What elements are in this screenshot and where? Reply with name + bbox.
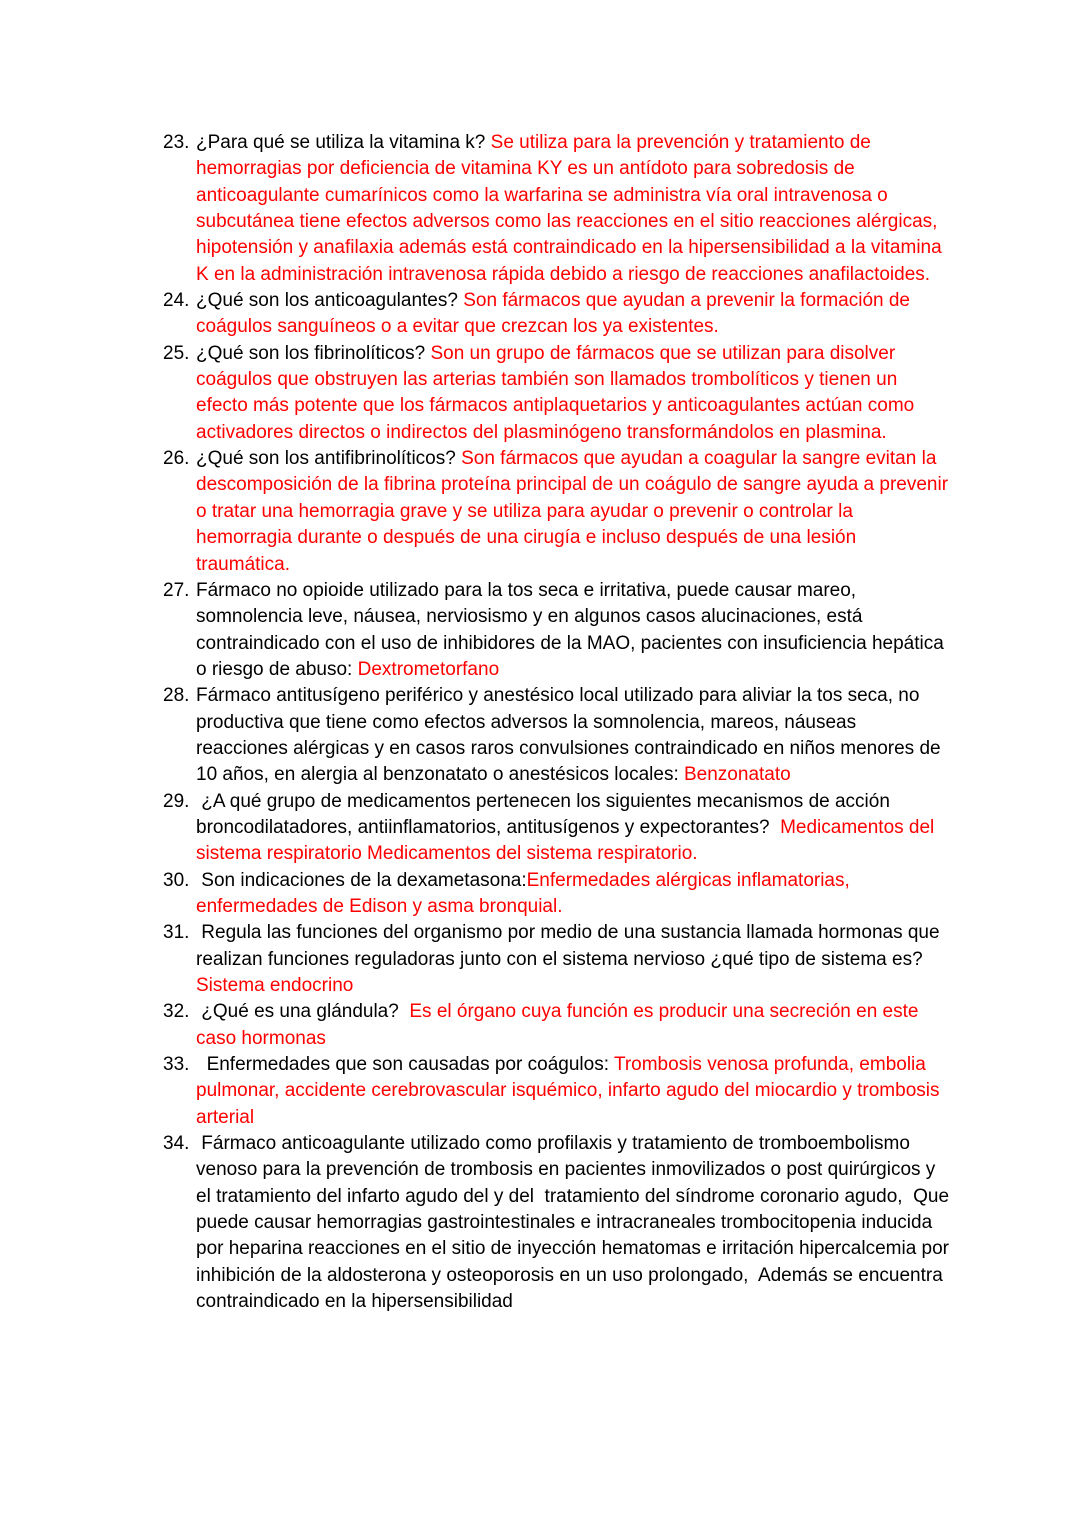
answer-text: Es el órgano cuya función es producir una secreción en este caso hormonas — [196, 1001, 924, 1049]
answer-text: Son un grupo de fármacos que se utilizan para disolver coágulos que obstruyen las arterias también son llamados trombolíticos y tienen un efecto más potente que los fármacos antiplaquetarios y anticoagulantes actúan como activadores directos o indirectos del plasminógeno transformándolos en plasmina. — [196, 342, 920, 443]
answer-text: Son fármacos que ayudan a prevenir la formación de coágulos sanguíneos o a evitar que crezcan los ya existentes. — [196, 290, 916, 338]
answer-text: Son fármacos que ayudan a coagular la sangre evitan la descomposición de la fibrina proteína principal de un coágulo de sangre ayuda a prevenir o tratar una hemorragia grave y se utiliza para ayudar o prevenir o controlar la hemorragia durante o después de una cirugía e incluso después de una lesión traumática. — [196, 448, 954, 575]
item-body — [196, 789, 951, 868]
item-body — [196, 920, 951, 999]
question-item — [163, 683, 953, 788]
question-text: ¿Qué son los antifibrinolíticos? — [196, 448, 462, 470]
question-item — [163, 578, 953, 683]
item-number: 32. — [163, 1001, 190, 1023]
item-number: 34. — [163, 1133, 190, 1155]
item-number: 28. — [163, 685, 190, 707]
item-number: 25. — [163, 342, 190, 364]
item-number: 26. — [163, 448, 190, 470]
answer-text: Trombosis venosa profunda, embolia pulmonar, accidente cerebrovascular isquémico, infarto agudo del miocardio y trombosis arterial — [196, 1054, 945, 1128]
answer-text: Medicamentos del sistema respiratorio Medicamentos del sistema respiratorio. — [196, 816, 940, 865]
item-body — [196, 1052, 951, 1131]
answer-text: Se utiliza para la prevención y tratamiento de hemorragias por deficiencia de vitamina KY es un antídoto para sobredosis de anticoagulante cumarínicos como la warfarina se administra vía oral intravenosa o subcutánea tiene efectos adversos como las reacciones en el sitio reacciones alérgicas, hipotensión y anafilaxia además está contraindicado en la hipersensibilidad a la vitamina K en la administración intravenosa rápida debido a riesgo de reacciones anafilactoides. — [196, 132, 947, 285]
answer-text: Benzonatato — [684, 764, 791, 786]
question-item — [163, 130, 953, 288]
item-number: 29. — [163, 790, 190, 812]
question-item — [163, 999, 953, 1052]
question-item — [163, 868, 953, 921]
item-body — [196, 446, 954, 578]
question-item — [163, 288, 953, 341]
question-item — [163, 1131, 953, 1315]
question-text: Regula las funciones del organismo por medio de una sustancia llamada hormonas que realizan funciones reguladoras junto con el sistema nervioso ¿qué tipo de sistema es? — [196, 922, 945, 970]
answer-text: Dextrometorfano — [357, 658, 500, 680]
answer-text: Sistema endocrino — [196, 975, 354, 996]
question-item — [163, 1052, 953, 1131]
question-text: ¿Qué son los anticoagulantes? — [196, 290, 464, 312]
item-number: 30. — [163, 869, 190, 891]
document-page — [163, 130, 953, 1315]
question-text: Fármaco antitusígeno periférico y anestésico local utilizado para aliviar la tos seca, no productiva que tiene como efectos adversos la somnolencia, mareos, náuseas reacciones alérgicas y en casos raros convulsiones contraindicado en niños menores de 10 años, en alergia al benzonatato o anestésicos locales: — [196, 685, 946, 786]
item-body — [196, 130, 951, 288]
item-number: 24. — [163, 290, 190, 312]
question-text: ¿Qué es una glándula? — [196, 1001, 410, 1023]
question-item — [163, 789, 953, 868]
item-body — [196, 868, 951, 921]
question-text: ¿A qué grupo de medicamentos pertenecen los siguientes mecanismos de acción broncodilatadores, antiinflamatorios, antitusígenos y expectorantes? — [196, 790, 896, 838]
item-body — [196, 683, 951, 788]
item-body — [196, 578, 951, 683]
question-item — [163, 920, 953, 999]
question-text: ¿Para qué se utiliza la vitamina k? — [196, 132, 491, 153]
question-text: Son indicaciones de la dexametasona: — [196, 869, 527, 891]
question-item — [163, 446, 953, 578]
question-item — [163, 341, 953, 446]
item-number: 23. — [163, 132, 190, 153]
item-body — [196, 288, 951, 341]
item-body — [196, 341, 951, 446]
question-text: ¿Qué son los fibrinolíticos? — [196, 342, 431, 364]
question-text: Fármaco no opioide utilizado para la tos seca e irritativa, puede causar mareo, somnolencia leve, náusea, nerviosismo y en algunos casos alucinaciones, está contraindicado con el uso de inhibidores de la MAO, pacientes con insuficiencia hepática o riesgo de abuso: — [196, 579, 950, 680]
item-number: 33. — [163, 1054, 190, 1076]
item-body — [196, 999, 951, 1052]
item-body — [196, 1131, 955, 1315]
item-number: 27. — [163, 579, 190, 601]
question-text: Enfermedades que son causadas por coágulos: — [196, 1054, 614, 1076]
question-text: Fármaco anticoagulante utilizado como profilaxis y tratamiento de tromboembolismo venoso para la prevención de trombosis en pacientes inmovilizados o post quirúrgicos y el tratamiento del infarto agudo del y del tratamiento del síndrome coronario agudo, Que puede causar hemorragias gastrointestinales e intracraneales trombocitopenia inducida por heparina reacciones en el sitio de inyección hematomas e irritación hipercalcemia por inhibición de la aldosterona y osteoporosis en un uso prolongado, Además se encuentra contraindicado en la hipersensibilidad — [196, 1133, 955, 1313]
item-number: 31. — [163, 922, 190, 944]
answer-text: Enfermedades alérgicas inflamatorias, enfermedades de Edison y asma bronquial. — [196, 869, 856, 917]
